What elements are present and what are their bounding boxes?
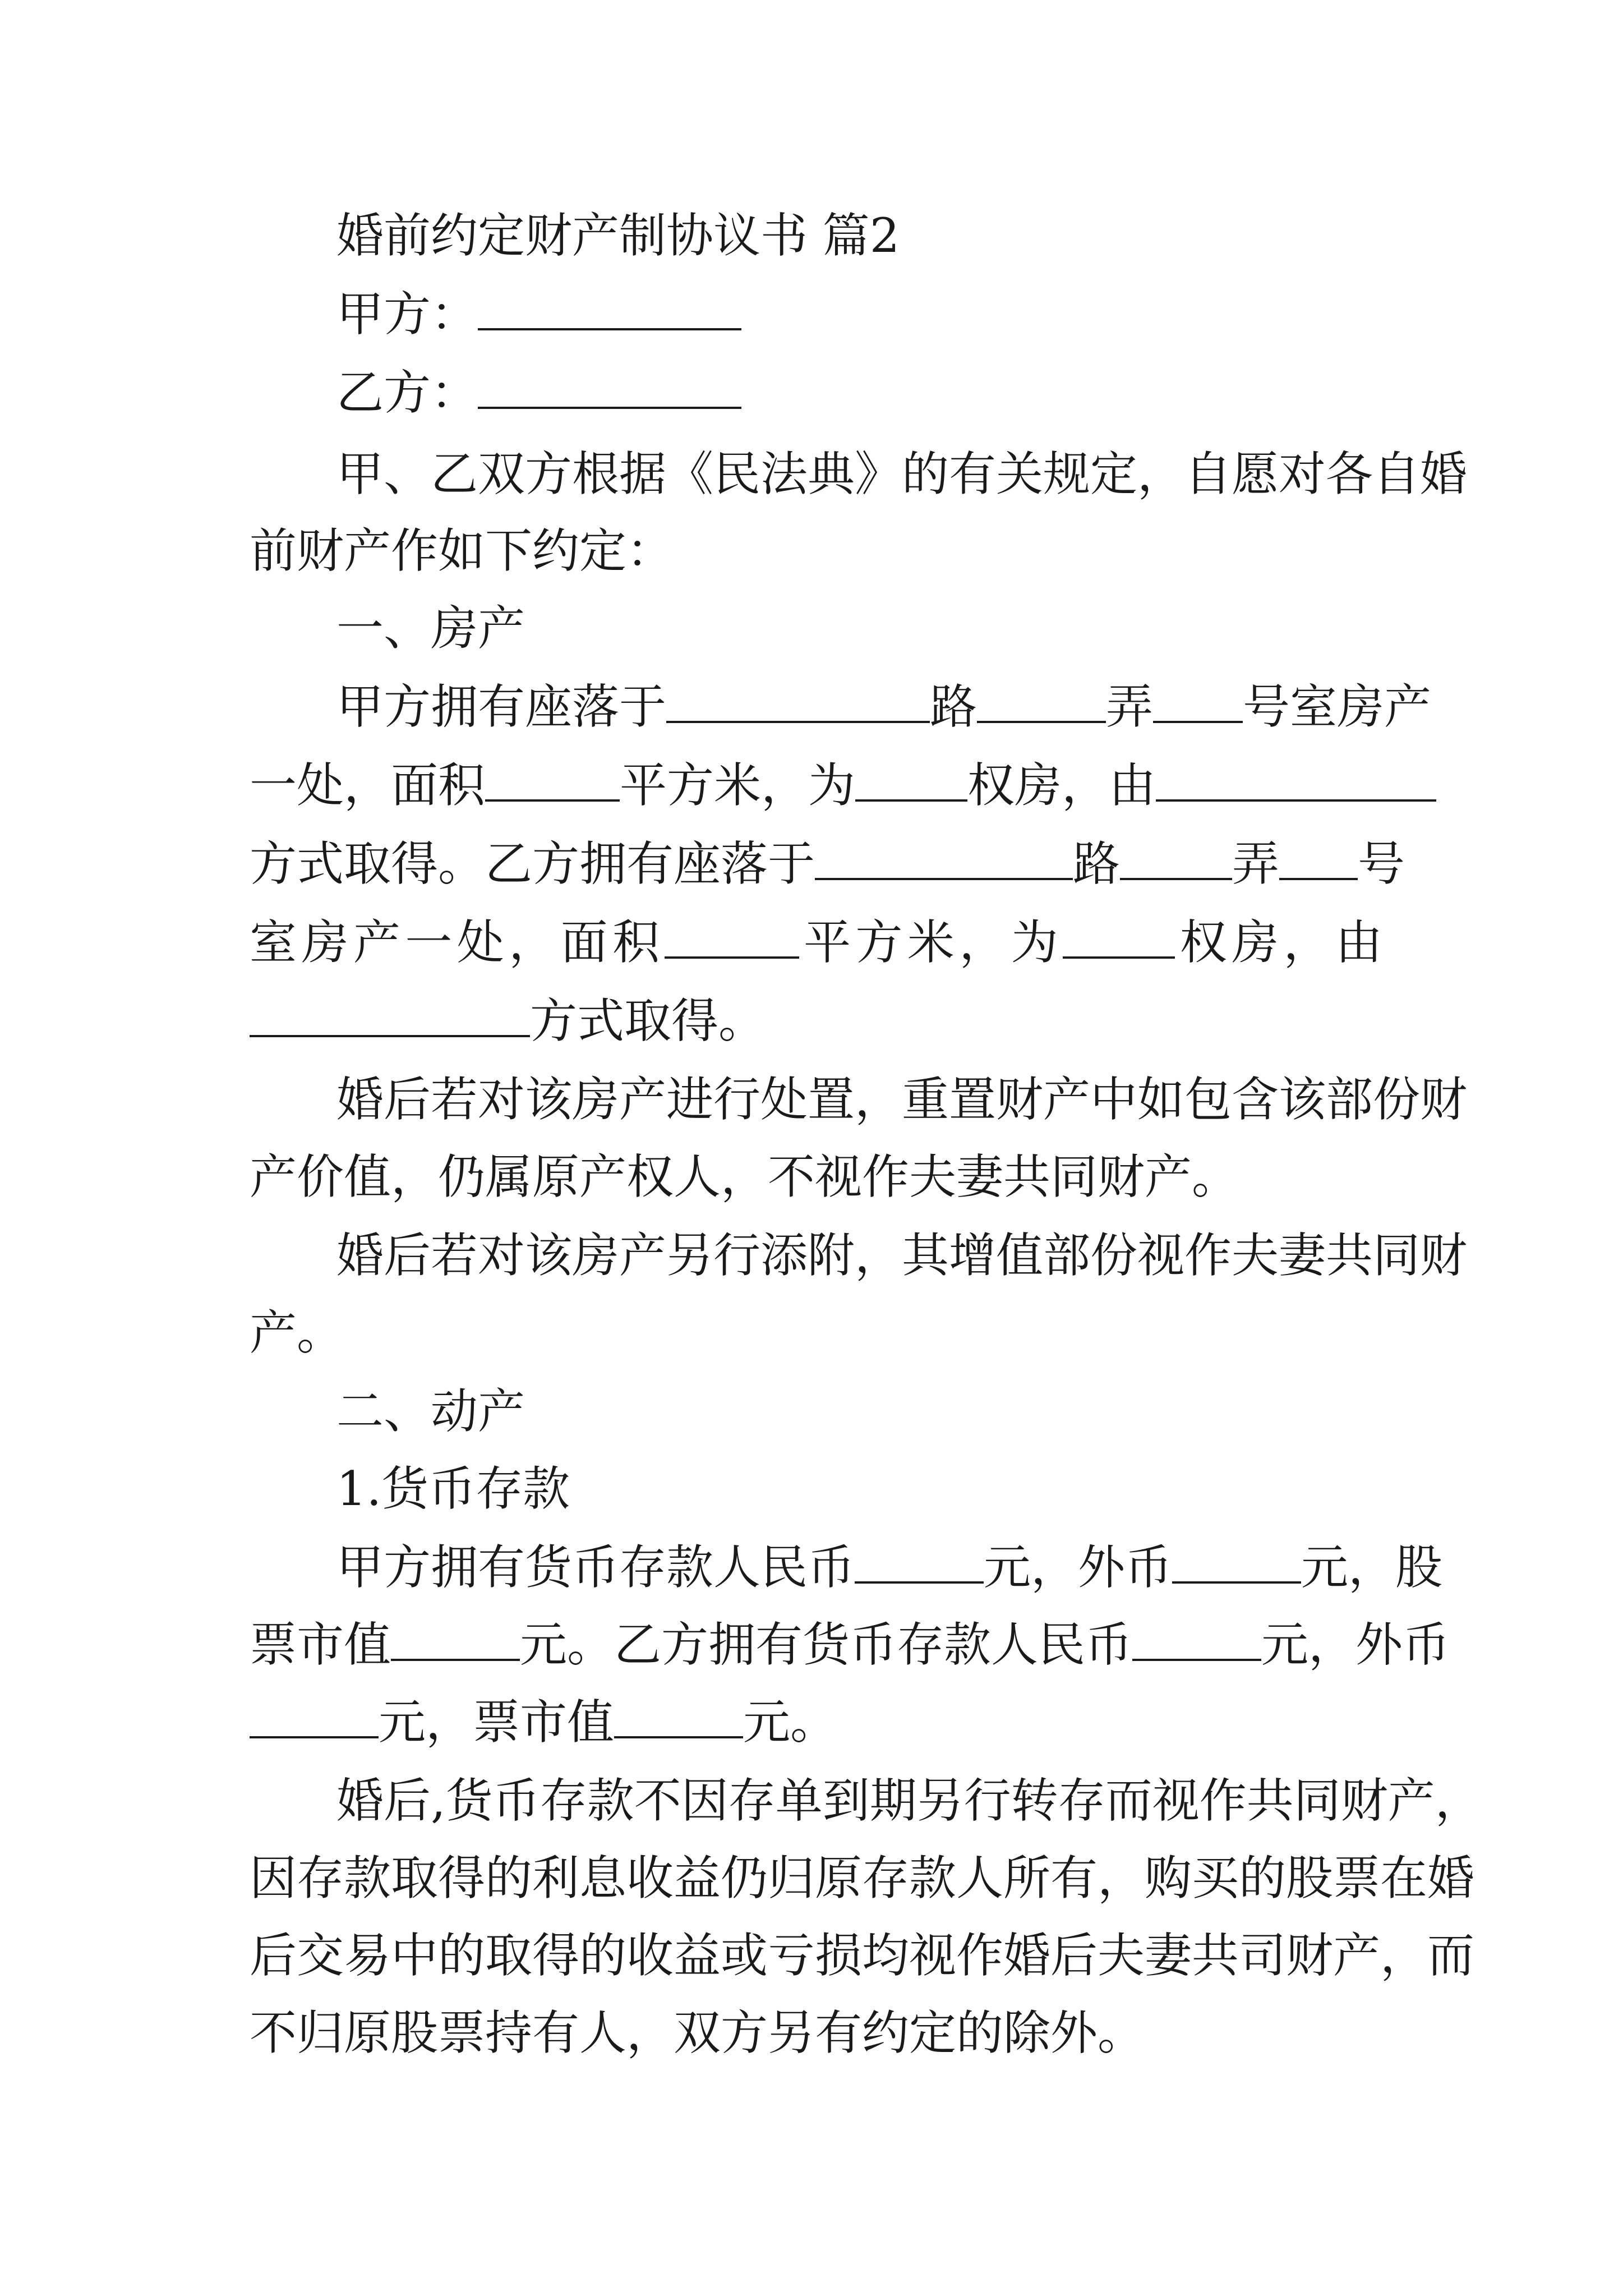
party-a-blank [478,289,741,330]
blank-fx-b [250,1697,379,1738]
house-text: 方式取得。乙方拥有座落于 [250,836,815,891]
house-para-2-line-2: 产价值，仍属原产权人，不视作夫妻共同财产。 [250,1149,1239,1204]
blank-number-b [1279,839,1358,880]
house-text: 权房，由 [967,758,1156,813]
house-text: 平方米，为 [799,915,1063,970]
house-text: 号 [1358,836,1405,891]
house-text: 弄 [1106,679,1154,734]
money-text: 元，股 [1301,1540,1443,1595]
money-line-1 [336,1539,1443,1595]
house-text: 弄 [1232,836,1280,891]
title-text: 婚前约定财产制协议书 [336,208,808,263]
money-text: 票市值 [250,1617,391,1672]
house-text: 平方米，为 [620,758,856,813]
intro-line-1: 甲、乙双方根据《民法典》的有关规定，自愿对各自婚 [336,447,1468,501]
blank-method-a [1156,760,1436,802]
section-2-sub-1: 1.货币存款 [336,1461,570,1516]
party-a-line [336,286,1382,342]
house-line-1 [336,679,1432,735]
house-text: 甲方拥有座落于 [336,679,667,734]
money-text: 甲方拥有货币存款人民币 [336,1540,855,1595]
money-para-2-line-2: 因存款取得的利息收益仍归原存款人所有，购买的股票在婚 [250,1851,1475,1906]
blank-rmb-a [855,1542,984,1584]
house-para-3-line-2: 产。 [250,1305,344,1360]
blank-rmb-b [1132,1619,1261,1661]
money-para-2-line-3: 后交易中的取得的收益或亏损均视作婚后夫妻共司财产，而 [250,1928,1475,1983]
section-1-heading: 一、房产 [336,601,525,656]
blank-lane-b [1120,839,1232,880]
money-text: 元。 [743,1695,838,1750]
party-b-blank [478,367,741,409]
blank-stock-b [614,1697,743,1738]
house-text: 号室房产 [1243,679,1432,734]
house-para-2-line-1: 婚后若对该房产进行处置，重置财产中如包含该部份财 [336,1072,1468,1127]
intro-line-2: 前财产作如下约定： [250,523,674,578]
house-line-2 [250,757,1382,813]
money-text: 元。乙方拥有货币存款人民币 [520,1617,1133,1672]
house-text: 路 [930,679,978,734]
money-para-2-line-4: 不归原股票持有人，双方另有约定的除外。 [250,2005,1145,2060]
blank-number-a [1153,682,1243,723]
money-text: 元，票市值 [379,1695,615,1750]
house-text: 权房，由 [1175,915,1382,970]
document-title [336,208,1382,264]
title-suffix: 篇2 [822,208,900,263]
blank-stock-a [391,1619,520,1661]
blank-method-b [250,996,530,1037]
house-para-3-line-1: 婚后若对该房产另行添附，其增值部份视作夫妻共同财 [336,1228,1468,1283]
blank-area-a [485,760,620,802]
house-text: 路 [1073,836,1121,891]
blank-right-b [1063,917,1175,959]
party-b-line [336,365,1382,421]
money-line-3 [250,1694,1382,1750]
blank-right-a [855,760,967,802]
party-a-label: 甲方： [336,287,478,342]
blank-road-a [666,682,930,723]
blank-lane-a [977,682,1106,723]
house-line-5 [250,993,1382,1049]
money-text: 元，外币 [1261,1617,1450,1672]
house-text: 一处，面积 [250,758,486,813]
money-para-2-line-1: 婚后,货币存款不因存单到期另行转存而视作共同财产， [336,1773,1482,1828]
house-text: 室房产一处，面积 [250,915,665,970]
blank-area-b [665,917,799,959]
house-line-4 [250,914,1382,970]
house-text: 方式取得。 [530,993,766,1048]
money-text: 元，外币 [984,1540,1173,1595]
blank-fx-a [1172,1542,1301,1584]
party-b-label: 乙方： [336,365,478,420]
house-line-3 [250,836,1405,892]
money-line-2 [250,1617,1450,1673]
blank-road-b [815,839,1073,880]
section-2-heading: 二、动产 [336,1384,525,1439]
